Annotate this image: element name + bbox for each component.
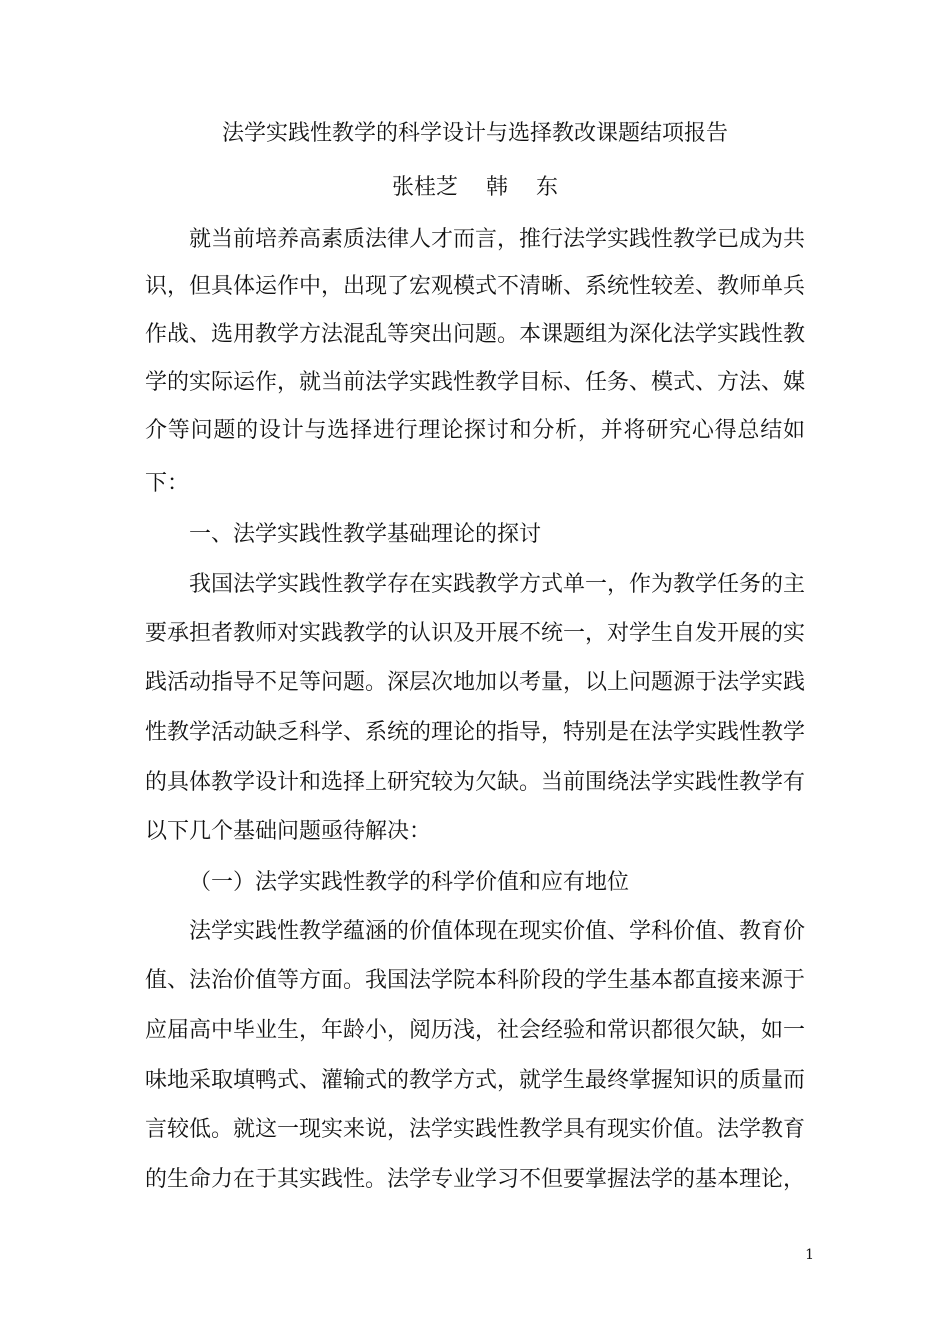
- body-line: 学的实际运作，就当前法学实践性教学目标、任务、模式、方法、媒: [145, 370, 806, 395]
- document-title: 法学实践性教学的科学设计与选择教改课题结项报告: [221, 121, 728, 146]
- body-line: 介等问题的设计与选择进行理论探讨和分析，并将研究心得总结如: [145, 418, 805, 443]
- body-line: 我国法学实践性教学存在实践教学方式单一，作为教学任务的主: [189, 572, 806, 597]
- body-line: 的生命力在于其实践性。法学专业学习不但要掌握法学的基本理论，: [145, 1167, 806, 1192]
- body-line: 要承担者教师对实践教学的认识及开展不统一，对学生自发开展的实: [145, 621, 806, 646]
- body-line: 就当前培养高素质法律人才而言，推行法学实践性教学已成为共: [189, 227, 806, 252]
- body-line: 法学实践性教学蕴涵的价值体现在现实价值、学科价值、教育价: [189, 919, 806, 944]
- body-line: 的具体教学设计和选择上研究较为欠缺。当前围绕法学实践性教学有: [145, 770, 806, 795]
- body-line: 践活动指导不足等问题。深层次地加以考量，以上问题源于法学实践: [145, 670, 806, 695]
- body-line: 下：: [145, 471, 190, 496]
- body-line: 以下几个基础问题亟待解决：: [145, 819, 432, 844]
- body-line: 识，但具体运作中，出现了宏观模式不清晰、系统性较差、教师单兵: [145, 274, 806, 299]
- section-heading: 一、法学实践性教学基础理论的探讨: [189, 522, 542, 547]
- subsection-heading: （一）法学实践性教学的科学价值和应有地位: [189, 870, 630, 895]
- author-names: 张桂芝 韩 东: [392, 175, 558, 200]
- body-line: 作战、选用教学方法混乱等突出问题。本课题组为深化法学实践性教: [145, 322, 806, 347]
- body-line: 言较低。就这一现实来说，法学实践性教学具有现实价值。法学教育: [145, 1117, 806, 1142]
- body-line: 应届高中毕业生，年龄小，阅历浅，社会经验和常识都很欠缺，如一: [145, 1018, 806, 1043]
- body-line: 味地采取填鸭式、灌输式的教学方式，就学生最终掌握知识的质量而: [145, 1068, 806, 1093]
- body-line: 性教学活动缺乏科学、系统的理论的指导，特别是在法学实践性教学: [145, 720, 806, 745]
- body-line: 值、法治价值等方面。我国法学院本科阶段的学生基本都直接来源于: [145, 968, 806, 993]
- page-number: 1: [805, 1247, 814, 1263]
